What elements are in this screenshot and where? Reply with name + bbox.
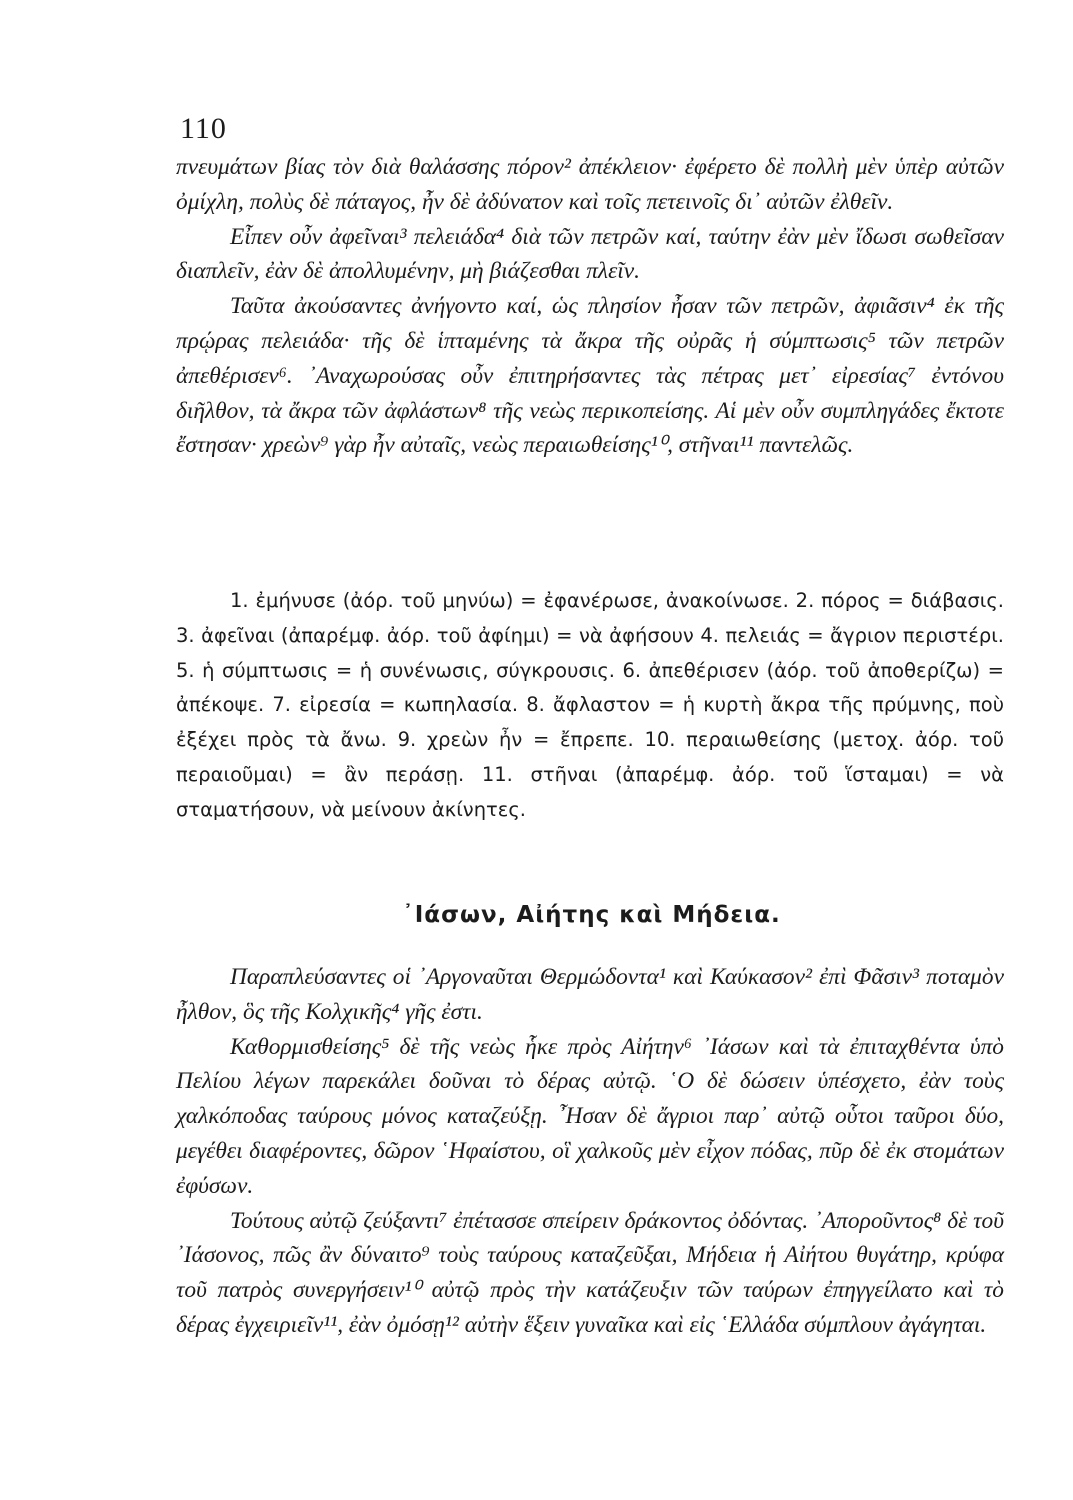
section-2-text [176, 960, 1004, 1343]
paragraph: Εἶπεν οὖν ἀφεῖναι³ πελειάδα⁴ διὰ τῶν πετρῶν καί, ταύτην ἐὰν μὲν ἴδωσι σωθεῖσαν διαπλεῖν, ἐὰν δὲ ἀπολλυμένην, μὴ βιάζεσθαι πλεῖν. [176, 223, 1004, 285]
section-title: ᾿Ιάσων, Αἰήτης καὶ Μήδεια. [402, 902, 781, 928]
paragraph: Παραπλεύσαντες οἱ ᾿Αργοναῦται Θερμώδοντα¹ καὶ Καύκασον² ἐπὶ Φᾶσιν³ ποταμὸν ἦλθον, ὃς τῆς Κολχικῆς⁴ γῆς ἐστι. [176, 964, 1004, 1025]
footnotes: 1. ἐμήνυσε (ἀόρ. τοῦ μηνύω) = ἐφανέρωσε, ἀνακοίνωσε. 2. πόρος = διάβασις. 3. ἀφεῖναι (ἀπαρέμφ. ἀόρ. τοῦ ἀφίημι) = νὰ ἀφήσουν 4. πελειάς = ἄγριον περιστέρι. 5. ἡ σύμπτωσις = ἡ συνένωσις, σύγκρουσις. 6. ἀπεθέρισεν (ἀόρ. τοῦ ἀποθερίζω) = ἀπέκοψε. 7. εἰρεσία = κωπηλασία. 8. ἄφλαστον = ἡ κυρτὴ ἄκρα τῆς πρύμνης, ποὺ ἐξέχει πρὸς τὰ ἄνω. 9. χρεὼν ἦν = ἔπρεπε. 10. περαιωθείσης (μετοχ. ἀόρ. τοῦ περαιοῦμαι) = ἂν περάσῃ. 11. στῆναι (ἀπαρέμφ. ἀόρ. τοῦ ἵσταμαι) = νὰ σταματήσουν, νὰ μείνουν ἀκίνητες. [176, 589, 1004, 821]
paragraph: Ταῦτα ἀκούσαντες ἀνήγοντο καί, ὡς πλησίον ἦσαν τῶν πετρῶν, ἀφιᾶσιν⁴ ἐκ τῆς πρῴρας πελειάδα· τῆς δὲ ἱπταμένης τὰ ἄκρα τῆς οὐρᾶς ἡ σύμπτωσις⁵ τῶν πετρῶν ἀπεθέρισεν⁶. ᾿Αναχωρούσας οὖν ἐπιτηρήσαντες τὰς πέτρας μετ᾿ εἰρεσίας⁷ ἐντόνου διῆλθον, τὰ ἄκρα τῶν ἀφλάστων⁸ τῆς νεὼς περικοπείσης. Αἱ μὲν οὖν συμπληγάδες ἔκτοτε ἔστησαν· χρεὼν⁹ γὰρ ἦν αὐταῖς, νεὼς περαιωθείσης¹⁰, στῆναι¹¹ παντελῶς. [176, 293, 1004, 459]
page-number: 110 [180, 112, 227, 145]
paragraph: πνευμάτων βίας τὸν διὰ θαλάσσης πόρον² ἀπέκλειον· ἐφέρετο δὲ πολλὴ μὲν ὑπὲρ αὐτῶν ὀμίχλη, πολὺς δὲ πάταγος, ἦν δὲ ἀδύνατον καὶ τοῖς πετεινοῖς δι᾿ αὐτῶν ἐλθεῖν. [176, 154, 1004, 215]
section-1-text [176, 150, 1004, 463]
paragraph: Καθορμισθείσης⁵ δὲ τῆς νεὼς ἧκε πρὸς Αἰήτην⁶ ᾿Ιάσων καὶ τὰ ἐπιταχθέντα ὑπὸ Πελίου λέγων παρεκάλει δοῦναι τὸ δέρας αὐτῷ. ῾Ο δὲ δώσειν ὑπέσχετο, ἐὰν τοὺς χαλκόποδας ταύρους μόνος καταζεύξῃ. ῏Ησαν δὲ ἄγριοι παρ᾿ αὐτῷ οὗτοι ταῦροι δύο, μεγέθει διαφέροντες, δῶρον ῾Ηφαίστου, οἳ χαλκοῦς μὲν εἶχον πόδας, πῦρ δὲ ἐκ στομάτων ἐφύσων. [176, 1033, 1004, 1199]
paragraph: Τούτους αὐτῷ ζεύξαντι⁷ ἐπέτασσε σπείρειν δράκοντος ὀδόντας. ᾿Απορoῦντος⁸ δὲ τοῦ ᾿Ιάσονος, πῶς ἂν δύναιτο⁹ τοὺς ταύρους καταζεῦξαι, Μήδεια ἡ Αἰήτου θυγάτηρ, κρύφα τοῦ πατρὸς συνεργήσειν¹⁰ αὐτῷ πρὸς τὴν κατάζευξιν τῶν ταύρων ἐπηγγείλατο καὶ τὸ δέρας ἐγχειριεῖν¹¹, ἐὰν ὀμόσῃ¹² αὐτὴν ἕξειν γυναῖκα καὶ εἰς ῾Ελλάδα σύμπλουν ἀγάγηται. [176, 1207, 1004, 1338]
